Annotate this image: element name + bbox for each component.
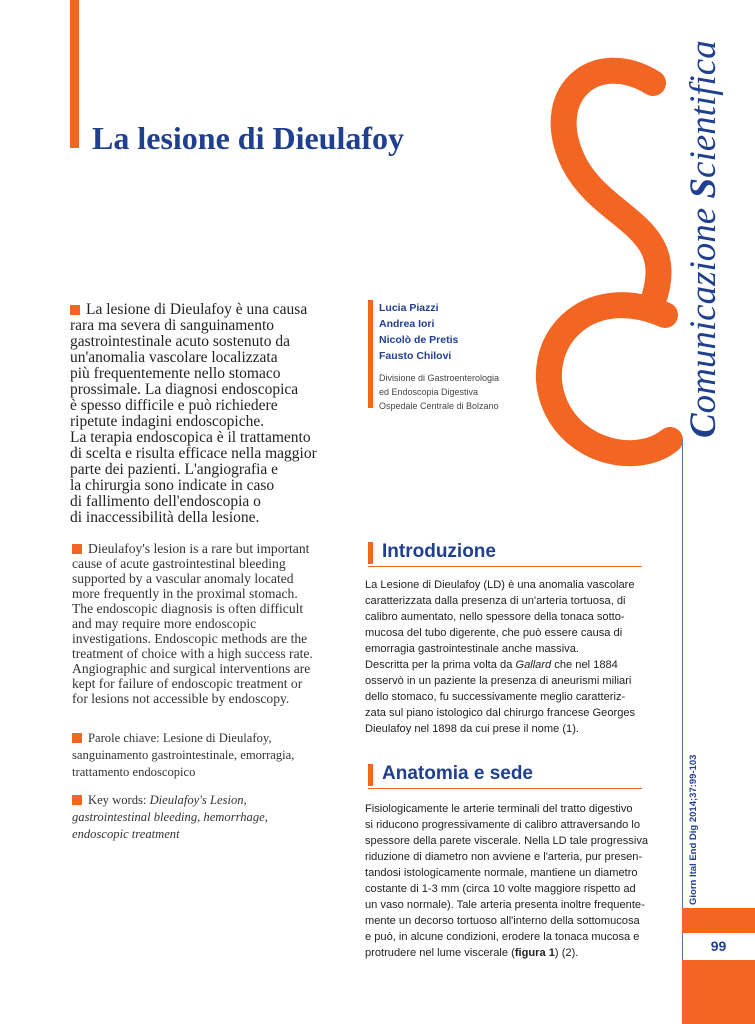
author-list bbox=[379, 300, 539, 364]
anatomy-heading: Anatomia e sede bbox=[382, 763, 533, 784]
keywords-italian: Parole chiave: Lesione di Dieulafoy, sanguinamento gastrointestinale, emorragia, trattamento endoscopico bbox=[72, 731, 295, 779]
author-name: Andrea Iori bbox=[379, 318, 435, 330]
author-name: Nicolò de Pretis bbox=[379, 334, 459, 346]
anatomy-body: Fisiologicamente le arterie terminali del tratto digestivo si riducono progressivamente di calibro attraversando lo spessore della parete viscerale. Nella LD tale progressiva riduzione di diametro non avviene e l'arteria, pur presen- tandosi istologicamente normale, mantiene un diametro costante di 1-3 mm (circa 10 volte maggiore rispetto ad un vaso normale). Tale arteria presenta inoltre frequente- mente un decorso tortuoso all'interno della sottomucosa e può, in alcune condizioni, erodere la tonaca mucosa e protrudere nel lume viscerale (figura 1) (2). bbox=[365, 803, 649, 959]
intro-heading-rule bbox=[368, 566, 642, 567]
cs-logo bbox=[525, 55, 685, 475]
author-name: Fausto Chilovi bbox=[379, 350, 452, 362]
authors-orange-bar bbox=[368, 300, 373, 408]
bullet-square-icon bbox=[72, 544, 82, 554]
intro-heading-bar bbox=[368, 542, 373, 564]
page-number-block-bottom bbox=[682, 960, 755, 1024]
right-divider-line bbox=[682, 440, 683, 1024]
intro-body: La Lesione di Dieulafoy (LD) è una anomalia vascolare caratterizzata dalla presenza di un'arteria tortuosa, di calibro aumentato, nello spessore della tonaca sotto- mucosa del tubo digerente, che può essere causa di emorragia gastrointestinale anche massiva. Descritta per la prima volta da Gallard che nel 1884 osservò in un paziente la presenza di aneurismi miliari dello stomaco, fu successivamente meglio caratteriz- zata sul piano istologico dal chirurgo francese Georges Dieulafoy nel 1898 da cui prese il nome (1). bbox=[365, 579, 636, 735]
top-orange-bar bbox=[70, 0, 79, 148]
journal-section-brand bbox=[682, 40, 725, 438]
bullet-square-icon bbox=[70, 305, 80, 315]
journal-citation: Giorn Ital End Dig 2014;37:99-103 bbox=[688, 754, 699, 905]
keywords-label: Key words: bbox=[88, 793, 147, 807]
page-number-block-top bbox=[682, 908, 755, 933]
bullet-square-icon bbox=[72, 795, 82, 805]
brand-letter-s: S bbox=[683, 177, 724, 199]
brand-letter-c: C bbox=[683, 413, 724, 438]
intro-heading: Introduzione bbox=[382, 541, 496, 562]
keywords-label: Parole chiave: bbox=[88, 731, 160, 745]
figure-reference: figura 1 bbox=[514, 947, 555, 959]
article-title: La lesione di Dieulafoy bbox=[92, 120, 405, 156]
abstract-italian: La lesione di Dieulafoy è una causa rara ma severa di sanguinamento gastrointestinale acuto sostenuto da un'anomalia vascolare localizzata più frequentemente nello stomaco prossimale. La diagnosi endoscopica è spesso difficile e può richiedere ripetute indagini endoscopiche. La terapia endoscopica è il trattamento di scelta e risulta efficace nella maggior parte dei pazienti. L'angiografia e la chirurgia sono indicate in caso di fallimento dell'endoscopia o di inaccessibilità della lesione. bbox=[70, 301, 317, 526]
author-name: Lucia Piazzi bbox=[379, 302, 439, 314]
keywords-english: Key words: Dieulafoy's Lesion, gastrointestinal bleeding, hemorrhage, endoscopic treatment bbox=[72, 793, 268, 841]
anatomy-heading-rule bbox=[368, 788, 642, 789]
page-number: 99 bbox=[710, 938, 727, 954]
brand-part-2: cientifica bbox=[683, 40, 724, 178]
anatomy-heading-bar bbox=[368, 764, 373, 786]
affiliation: Divisione di Gastroenterologia ed Endoscopia Digestiva Ospedale Centrale di Bolzano bbox=[379, 373, 500, 411]
brand-part-1: omunicazione bbox=[683, 198, 724, 414]
abstract-english: Dieulafoy's lesion is a rare but important cause of acute gastrointestinal bleeding supported by a vascular anomaly located more frequently in the proximal stomach. The endoscopic diagnosis is often difficult and may require more endoscopic investigations. Endoscopic methods are the treatment of choice with a high success rate. Angiographic and surgical interventions are kept for failure of endoscopic treatment or for lesions not accessible by endoscopy. bbox=[72, 541, 313, 706]
bullet-square-icon bbox=[72, 733, 82, 743]
gallard-name: Gallard bbox=[515, 659, 552, 671]
